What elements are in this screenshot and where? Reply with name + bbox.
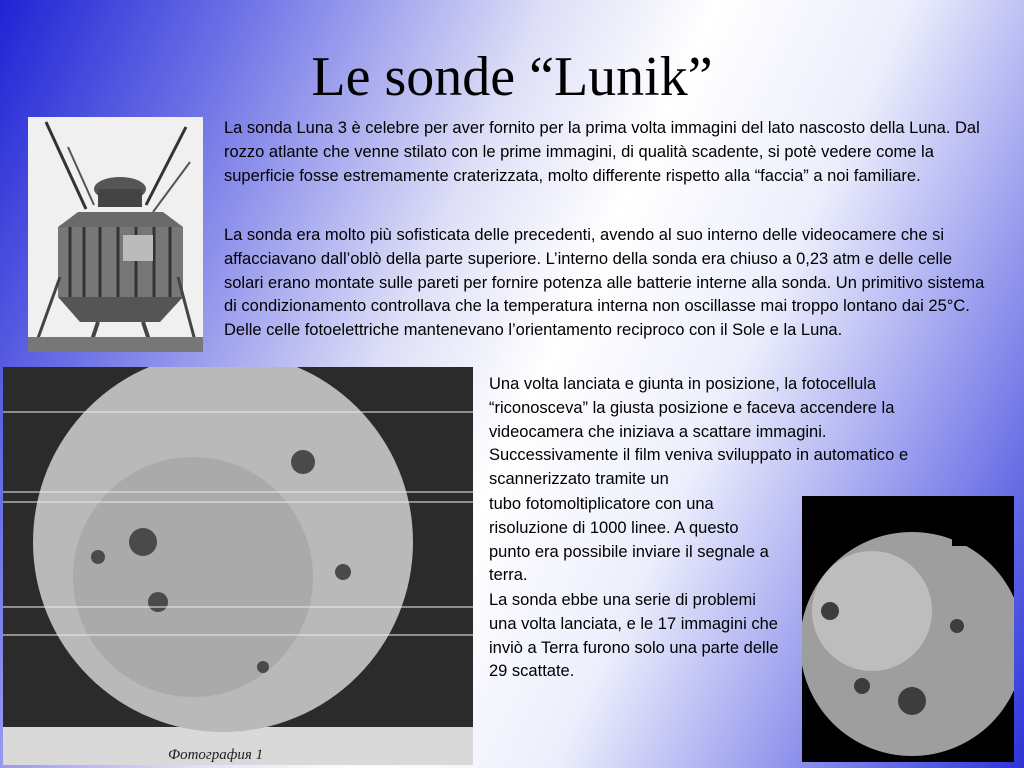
paragraph-probe-description: La sonda era molto più sofisticata delle precedenti, avendo al suo interno delle videocamere che si affacciavano dall’oblò della parte superiore. L’interno della sonda era chiuso a 0,23 atm e delle celle solari erano montate sulle pareti per fornire potenza alle batterie interne alla sonda. Un primitivo sistema di condizionamento controllava che la temperatura interna non oscillasse mai troppo lontano dai 25°C. Delle celle fotoelettriche mantenevano l’orientamento reciproco con il Sole e la Luna.	[224, 226, 985, 340]
paragraph-luna3-intro: La sonda Luna 3 è celebre per aver fornito per la prima volta immagini del lato nascosto della Luna. Dal rozzo atlante che venne stilato con le prime immagini, di qualità scadente, si potè vedere come la superficie fosse estremamente craterizzata, molto differente rispetto alla “faccia” a noi familiare.	[224, 119, 980, 185]
luna3-probe-photo	[28, 117, 203, 352]
moon-far-side-photo	[3, 367, 473, 765]
slide-title: Le sonde “Lunik”	[311, 46, 713, 108]
paragraph-imaging-process: Una volta lanciata e giunta in posizione, la fotocellula “riconosceva” la giusta posizione e faceva accendere la videocamera che iniziava a scattare immagini. Successivamente il film veniva sviluppato in automatico e scannerizzato tramite un	[489, 375, 909, 489]
moon-photo-caption: Фотография 1	[168, 747, 264, 763]
moon-crescent-photo	[802, 496, 1014, 762]
paragraph-mission-problems: La sonda ebbe una serie di problemi una volta lanciata, e le 17 immagini che inviò a Terra furono solo una parte delle 29 scattate.	[489, 591, 779, 681]
paragraph-imaging-process-continued: tubo fotomoltiplicatore con una risoluzione di 1000 linee. A questo punto era possibile inviare il segnale a terra.	[489, 495, 769, 585]
